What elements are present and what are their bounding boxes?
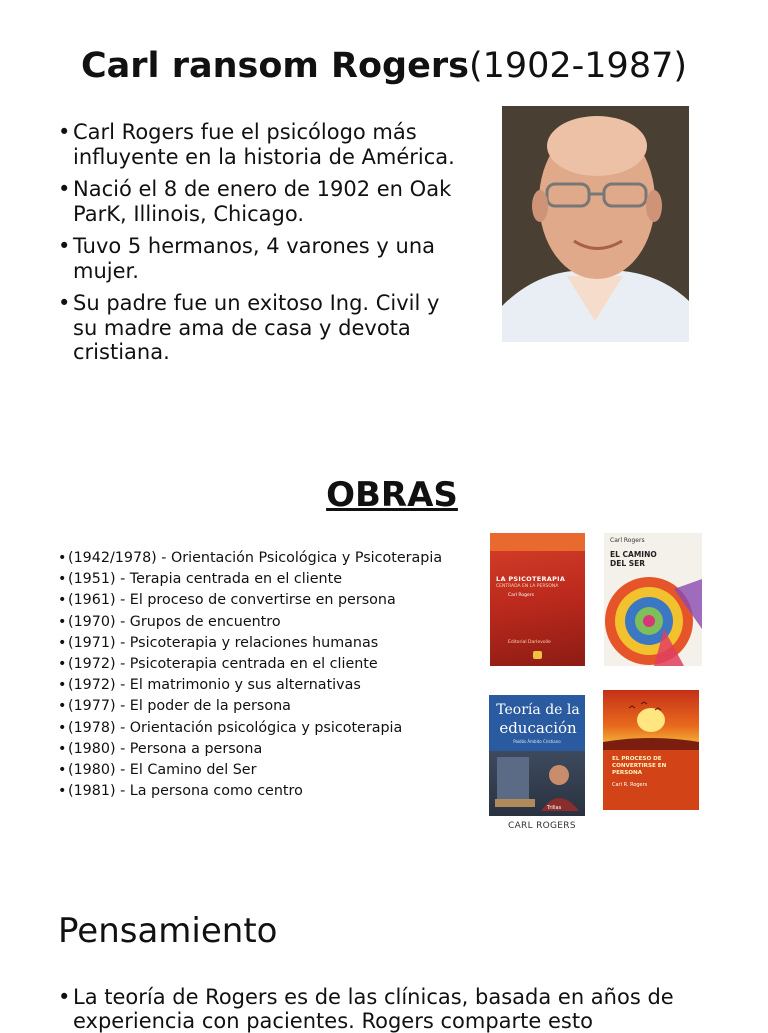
cover-photo (489, 751, 585, 816)
work-item: • (1978) - Orientación psicológica y psicoterapia (58, 720, 448, 737)
cover-title: EL CAMINO (610, 550, 657, 559)
work-item: • (1977) - El poder de la persona (58, 698, 448, 715)
cover-title: educación (499, 719, 577, 737)
bio-bullet: • Carl Rogers fue el psicólogo más influyente en la historia de América. (58, 120, 458, 169)
bio-bullet: • Nació el 8 de enero de 1902 en Oak ParK, Illinois, Chicago. (58, 177, 458, 226)
book-cover-camino-del-ser (604, 533, 702, 666)
bio-bullet-list (58, 120, 458, 373)
bio-bullet: • Su padre fue un exitoso Ing. Civil y su madre ama de casa y devota cristiana. (58, 291, 458, 365)
title-years: (1902-1987) (468, 46, 688, 86)
work-item: • (1980) - Persona a persona (58, 741, 448, 758)
pensamiento-bullet: • La teoría de Rogers es de las clínicas, basada en años de experiencia con pacientes. Rogers comparte esto (58, 985, 708, 1033)
work-item: • (1951) - Terapia centrada en el cliente (58, 571, 448, 588)
work-item: • (1972) - Psicoterapia centrada en el cliente (58, 656, 448, 673)
cover-subtitle: CENTRADA EN LA PERSONA (496, 584, 559, 589)
cover-author: Carl Rogers (610, 537, 645, 544)
slide-obras (0, 440, 768, 860)
image-caption: CARL ROGERS (508, 821, 576, 831)
book-cover-psicoterapia (490, 533, 585, 666)
book-cover-teoria-educacion (489, 695, 585, 816)
slide-pensamiento (0, 880, 768, 1033)
cover-publisher: Editorial Darlevolle (508, 640, 551, 645)
slide-intro (0, 0, 768, 420)
slide-title (0, 44, 768, 88)
bio-bullet: • Tuvo 5 hermanos, 4 varones y una mujer. (58, 234, 458, 283)
work-item: • (1980) - El Camino del Ser (58, 762, 448, 779)
work-item: • (1942/1978) - Orientación Psicológica y Psicoterapia (58, 550, 448, 567)
portrait-photo (502, 106, 689, 342)
obras-heading: OBRAS (326, 475, 458, 515)
cover-author: Carl Rogers (508, 593, 534, 598)
cover-title: Teoría de la (496, 702, 580, 718)
work-item: • (1970) - Grupos de encuentro (58, 614, 448, 631)
cover-title: LA PSICOTERAPIA (496, 575, 566, 583)
work-item: • (1972) - El matrimonio y sus alternativas (58, 677, 448, 694)
work-item: • (1971) - Psicoterapia y relaciones humanas (58, 635, 448, 652)
pensamiento-bullet-list (58, 985, 708, 1033)
pensamiento-heading: Pensamiento (58, 911, 278, 951)
cover-sunset-art (603, 690, 699, 810)
works-list (58, 550, 448, 804)
cover-subtitle: Paidós Ámbito Cristiano (513, 739, 561, 744)
book-cover-proceso-persona (603, 690, 699, 810)
cover-author: Carl R. Rogers (612, 782, 648, 788)
portrait-illustration (502, 106, 689, 342)
cover-publisher: Trillas (547, 805, 562, 811)
cover-art (604, 569, 702, 666)
work-item: • (1981) - La persona como centro (58, 783, 448, 800)
cover-title: EL PROCESO DE CONVERTIRSE EN PERSONA (612, 756, 667, 776)
cover-title: DEL SER (610, 559, 646, 568)
work-item: • (1961) - El proceso de convertirse en persona (58, 592, 448, 609)
title-name: Carl ransom Rogers (80, 46, 469, 86)
